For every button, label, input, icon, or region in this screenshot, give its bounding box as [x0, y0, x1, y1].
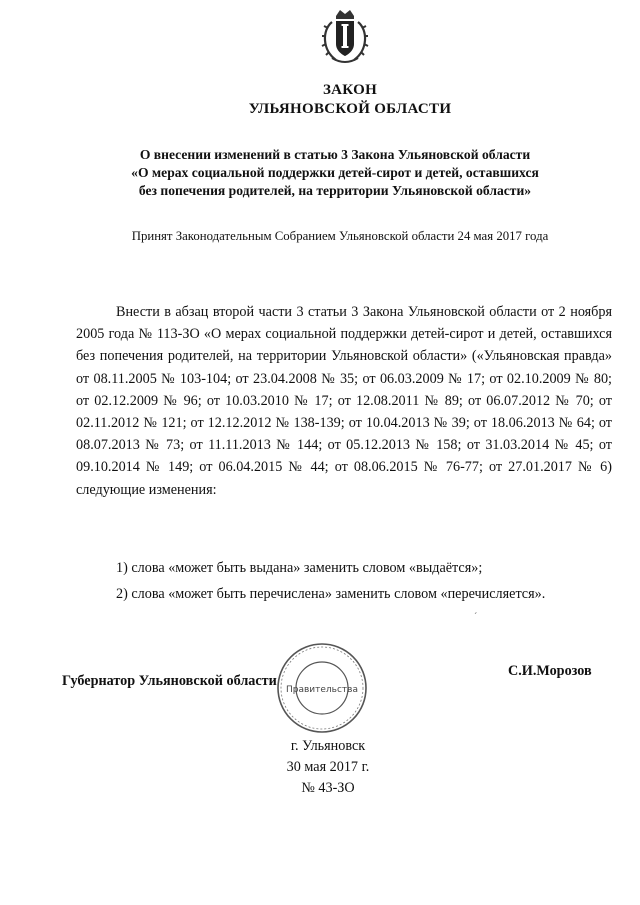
pen-mark: ˊ	[474, 612, 478, 623]
law-subject	[100, 146, 570, 200]
document-type-title: ЗАКОН	[322, 82, 378, 98]
amendment-item-2: 2) слова «может быть перечислена» заменить словом «перечисляется».	[116, 586, 546, 602]
subject-line: без попечения родителей, на территории Ульяновской области»	[138, 183, 532, 198]
signing-date: 30 мая 2017 г.	[286, 759, 370, 775]
adoption-note: Принят Законодательным Собранием Ульяновской области 24 мая 2017 года	[131, 229, 549, 243]
amendment-item-1: 1) слова «может быть выдана» заменить словом «выдаётся»;	[116, 560, 483, 576]
subject-line: О внесении изменений в статью 3 Закона Ульяновской области	[139, 147, 531, 162]
law-number: № 43-ЗО	[301, 780, 355, 796]
coat-of-arms-icon	[318, 8, 372, 66]
region-title: УЛЬЯНОВСКОЙ ОБЛАСТИ	[248, 101, 452, 117]
subject-line: «О мерах социальной поддержки детей-сирот и детей, оставшихся	[131, 165, 539, 180]
signatory-name: С.И.Морозов	[508, 663, 592, 679]
official-seal-icon	[274, 640, 370, 736]
signatory-position: Губернатор Ульяновской области	[62, 673, 277, 689]
signing-city: г. Ульяновск	[290, 738, 366, 754]
seal-center-text: Правительства	[286, 685, 358, 695]
main-paragraph: Внести в абзац второй части 3 статьи 3 Закона Ульяновской области от 2 ноября 2005 года № 113-ЗО «О мерах социальной поддержки детей-сирот и детей, оставшихся без попечения родителей, на территории Ульяновской области» («Ульяновская правда» от 08.11.2005 № 103-104; от 23.04.2008 № 35; от 06.03.2009 № 17; от 02.10.2009 № 80; от 02.12.2009 № 96; от 10.03.2010 № 17; от 12.08.2011 № 89; от 06.07.2012 № 70; от 02.11.2012 № 121; от 12.12.2012 № 138-139; от 10.04.2013 № 39; от 18.06.2013 № 64; от 08.07.2013 № 73; от 11.11.2013 № 144; от 05.12.2013 № 158; от 31.03.2014 № 45; от 09.10.2014 № 149; от 06.04.2015 № 44; от 08.06.2015 № 76-77; от 27.01.2017 № 6) следующие изменения:	[76, 304, 612, 498]
